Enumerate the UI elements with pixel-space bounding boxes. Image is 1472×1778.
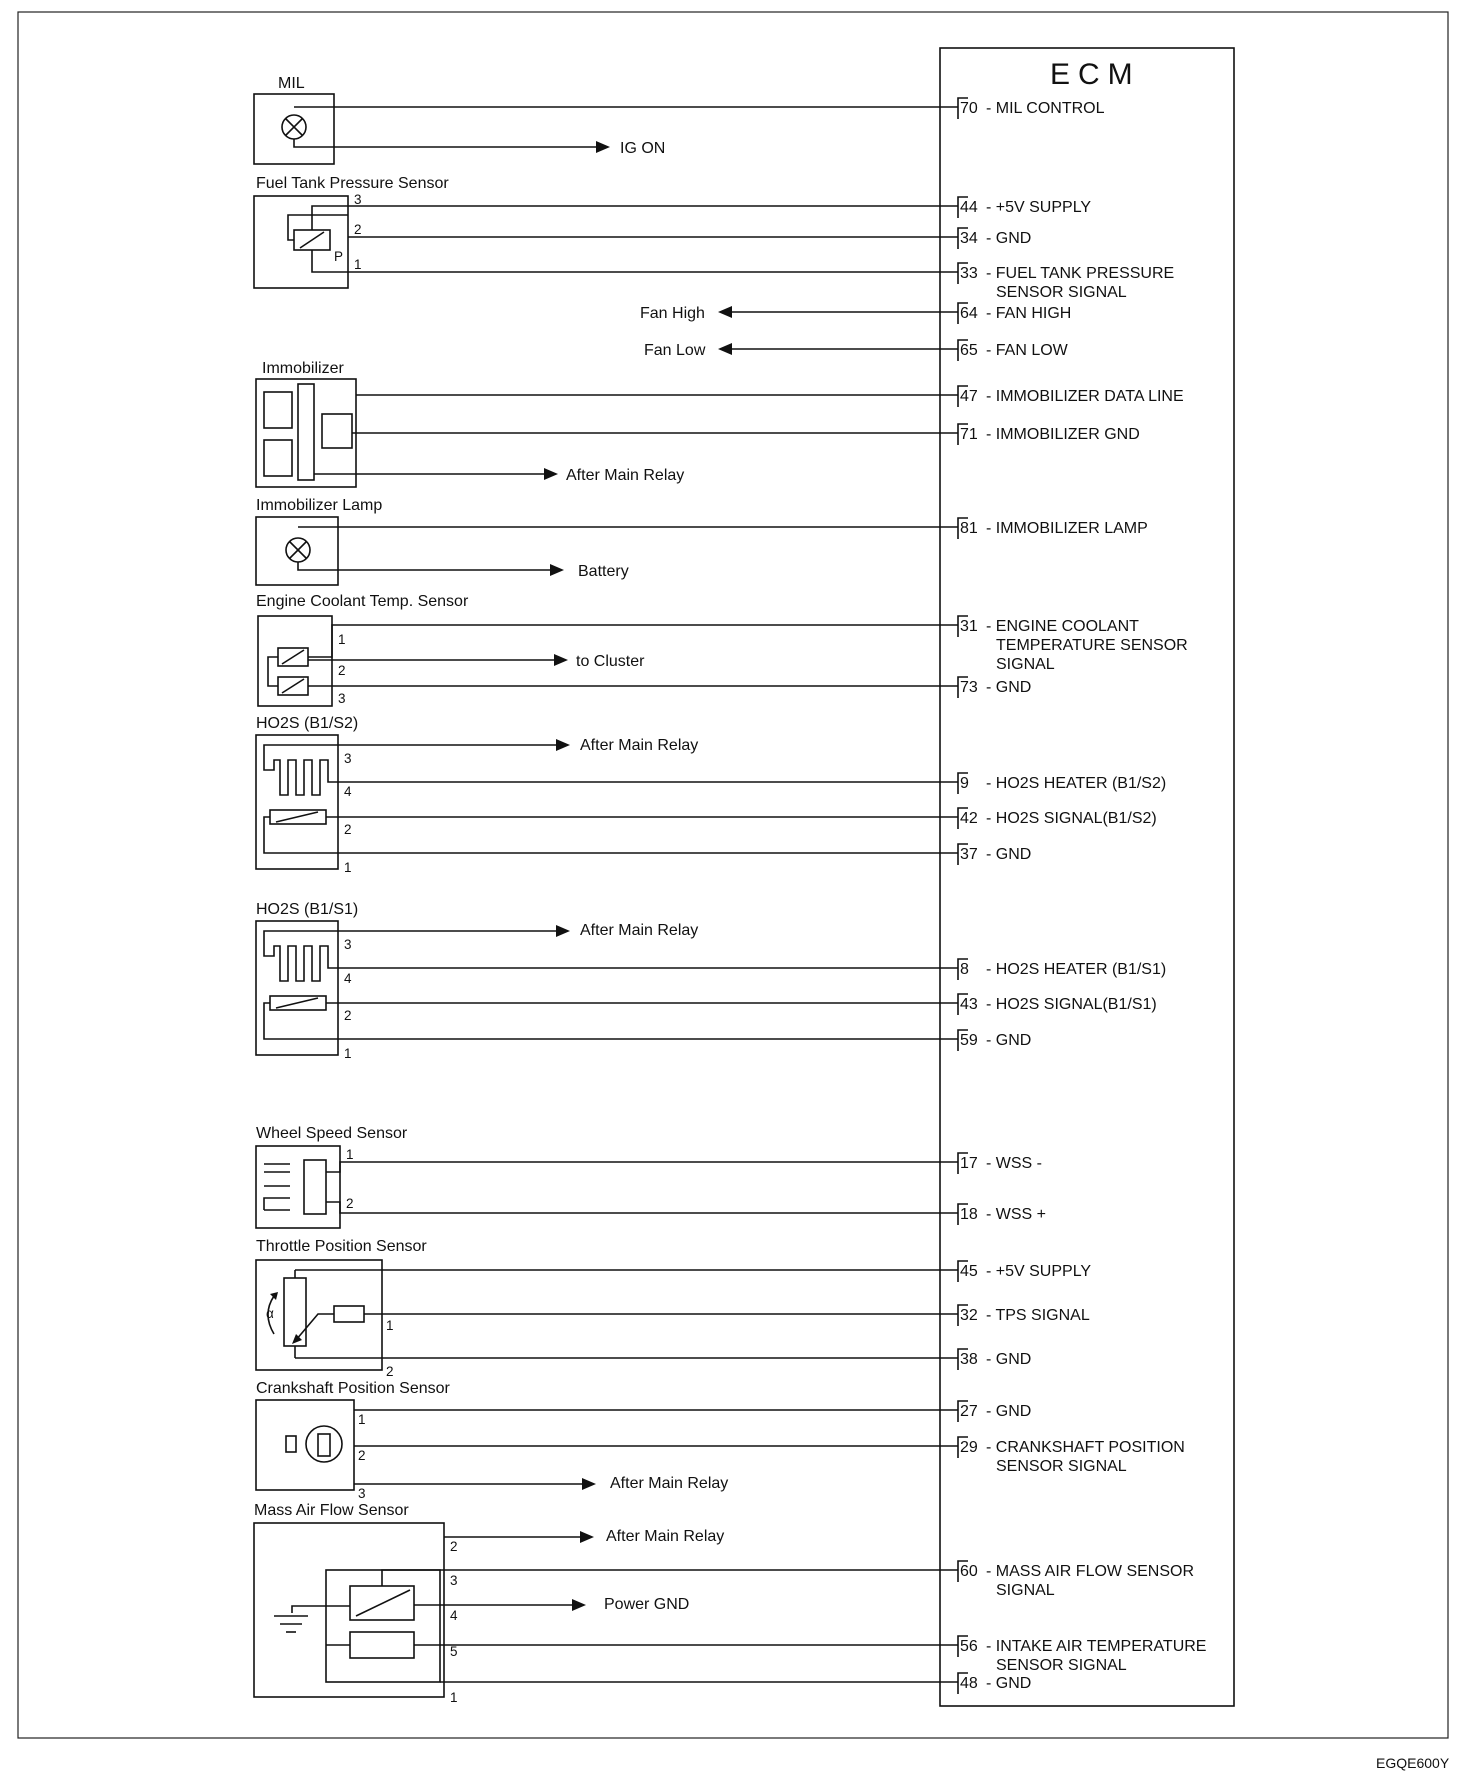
ecm-pin-number: 38 <box>960 1351 978 1368</box>
immobilizer-box <box>256 379 356 487</box>
ecm-pin-function: - ENGINE COOLANT <box>986 618 1139 635</box>
lamp-icon <box>286 538 310 562</box>
pin-number: 2 <box>386 1364 394 1379</box>
ecm-pin-function-cont: SIGNAL <box>996 656 1055 673</box>
ecm-pin-function: - GND <box>986 1032 1032 1049</box>
immobilizer-lamp-label: Immobilizer Lamp <box>256 497 383 514</box>
mil-label: MIL <box>278 75 305 92</box>
ecm-pin-row <box>958 1401 1031 1422</box>
ecm-pin-function: - HO2S SIGNAL(B1/S1) <box>986 996 1157 1013</box>
ecm-pin-row <box>958 386 1184 407</box>
ecm-pin-row <box>958 197 1091 218</box>
ecm-pin-row <box>958 263 1174 301</box>
ecm-pin-number: 59 <box>960 1032 978 1049</box>
ecm-pin-number: 34 <box>960 230 978 247</box>
ecm-pin-function: - TPS SIGNAL <box>986 1307 1090 1324</box>
ecm-pin-row <box>958 1305 1090 1326</box>
ecm-pin-number: 33 <box>960 265 978 282</box>
ecm-pin-function: - +5V SUPPLY <box>986 1263 1092 1280</box>
ecm-pin-function: - IMMOBILIZER LAMP <box>986 520 1148 537</box>
ecm-pin-function: - GND <box>986 230 1032 247</box>
tps-box <box>256 1260 382 1370</box>
pin-number: 1 <box>344 1046 352 1061</box>
wss-box <box>256 1146 340 1228</box>
ecm-pin-number: 45 <box>960 1263 978 1280</box>
ecm-pin-number: 64 <box>960 305 978 322</box>
ecm-pin-function: - FAN LOW <box>986 342 1068 359</box>
ecm-pin-number: 8 <box>960 961 969 978</box>
immobilizer-label: Immobilizer <box>262 360 344 377</box>
ho2s-b1s2-box <box>256 735 338 869</box>
ecm-pin-row <box>958 677 1031 698</box>
ecm-pin-row <box>958 844 1031 865</box>
pin-number: 4 <box>344 784 352 799</box>
pin-number: 2 <box>354 222 362 237</box>
ecm-pin-function: - IMMOBILIZER DATA LINE <box>986 388 1184 405</box>
ecm-pin-function: - +5V SUPPLY <box>986 199 1092 216</box>
ecm-pin-function: - GND <box>986 1351 1032 1368</box>
figure-code: EGQE600Y <box>1376 1755 1450 1771</box>
ecm-pin-function: - HO2S SIGNAL(B1/S2) <box>986 810 1157 827</box>
ecm-pin-function: - GND <box>986 679 1032 696</box>
ecm-pin-number: 29 <box>960 1439 978 1456</box>
ecm-pin-row <box>958 303 1071 324</box>
coolant-temp-sensor <box>256 593 958 706</box>
fuel-tank-box <box>254 196 348 288</box>
pin-number: 2 <box>344 1008 352 1023</box>
ecm-pin-function-cont: SENSOR SIGNAL <box>996 284 1127 301</box>
ecm-pin-row <box>958 518 1148 539</box>
ecm-pin-row <box>958 424 1140 445</box>
ckp-box <box>256 1400 354 1490</box>
ecm-pin-number: 70 <box>960 100 978 117</box>
pin-number: 3 <box>344 751 352 766</box>
ecm-pin-number: 47 <box>960 388 978 405</box>
after-main-relay-label: After Main Relay <box>566 467 685 484</box>
ecm-pin-row <box>958 773 1166 794</box>
ecm-pin-number: 71 <box>960 426 978 443</box>
pin-number: 1 <box>386 1318 394 1333</box>
ecm-title: ECM <box>1050 58 1141 91</box>
ecm-pin-function: - MIL CONTROL <box>986 100 1105 117</box>
pin-number: 1 <box>344 860 352 875</box>
crankshaft-position-sensor <box>256 1380 958 1501</box>
arrow-right-icon <box>572 1599 586 1611</box>
power-gnd-label: Power GND <box>604 1596 690 1613</box>
arrow-right-icon <box>580 1531 594 1543</box>
to-cluster-label: to Cluster <box>576 653 645 670</box>
ecm-pin-row <box>958 1030 1031 1051</box>
ecm-pin-function-cont: TEMPERATURE SENSOR <box>996 637 1188 654</box>
fan-high-label: Fan High <box>640 305 705 322</box>
maf-inner-box <box>326 1570 440 1682</box>
ecm-pin-function: - HO2S HEATER (B1/S1) <box>986 961 1167 978</box>
ecm-pin-function: - CRANKSHAFT POSITION <box>986 1439 1185 1456</box>
ecm-pin-row <box>958 1261 1091 1282</box>
ecm-pin-number: 81 <box>960 520 978 537</box>
pin-number: 1 <box>354 257 362 272</box>
ecm-pin-number: 56 <box>960 1638 978 1655</box>
fuel-tank-label: Fuel Tank Pressure Sensor <box>256 175 449 192</box>
immobilizer-lamp-component <box>256 497 958 585</box>
mil-wire-ign <box>294 139 596 147</box>
ecm-pin-number: 32 <box>960 1307 978 1324</box>
alpha-symbol: α <box>266 1306 274 1321</box>
ecm-pin-row <box>958 1561 1194 1599</box>
ho2s-b1s1-label: HO2S (B1/S1) <box>256 901 359 918</box>
ho2s-b1s2-label: HO2S (B1/S2) <box>256 715 359 732</box>
ho2s-b1s2-sensor <box>256 715 958 875</box>
magnetic-pickup-icon <box>286 1426 342 1462</box>
fan-outputs <box>640 305 958 359</box>
pin-number: 3 <box>450 1573 458 1588</box>
ecm-pin-function: - HO2S HEATER (B1/S2) <box>986 775 1167 792</box>
ho2s-b1s1-box <box>256 921 338 1055</box>
ecm-pin-number: 37 <box>960 846 978 863</box>
pin-number: 1 <box>338 632 346 647</box>
mass-air-flow-sensor <box>254 1502 958 1705</box>
ecm-pin-row <box>958 340 1069 361</box>
ecm-pin-row <box>958 1437 1185 1475</box>
ecm-pin-row <box>958 616 1188 673</box>
pin-number: 2 <box>346 1196 354 1211</box>
lamp-icon <box>282 115 306 139</box>
ecm-pin-function-cont: SIGNAL <box>996 1582 1055 1599</box>
throttle-position-sensor <box>256 1238 958 1379</box>
pin-number: 1 <box>450 1690 458 1705</box>
ecm-pin-function: - WSS + <box>986 1206 1047 1223</box>
ground-icon <box>274 1606 350 1632</box>
ecm-pin-row <box>958 1349 1031 1370</box>
ecm-pin-number: 44 <box>960 199 978 216</box>
after-main-relay-label: After Main Relay <box>580 737 699 754</box>
ecm-pin-number: 9 <box>960 775 969 792</box>
ecm-pin-row <box>958 994 1157 1015</box>
pickup-coil-icon <box>264 1160 326 1214</box>
ecm-pin-number: 17 <box>960 1155 978 1172</box>
pressure-symbol: P <box>334 249 344 264</box>
ecm-pin-function-cont: SENSOR SIGNAL <box>996 1657 1127 1674</box>
arrow-right-icon <box>582 1478 596 1490</box>
intake-temp-element-icon <box>350 1632 414 1658</box>
ecm-pin-function: - MASS AIR FLOW SENSOR <box>986 1563 1195 1580</box>
ecm-pin-function: - INTAKE AIR TEMPERATURE <box>986 1638 1207 1655</box>
coolant-label: Engine Coolant Temp. Sensor <box>256 593 469 610</box>
ecm-pin-number: 60 <box>960 1563 978 1580</box>
ecm-pin-function: - FAN HIGH <box>986 305 1072 322</box>
maf-outer-box <box>254 1523 444 1697</box>
pin-number: 2 <box>344 822 352 837</box>
after-main-relay-label: After Main Relay <box>606 1528 725 1545</box>
fan-low-label: Fan Low <box>644 342 706 359</box>
wheel-speed-sensor <box>256 1125 958 1228</box>
ecm-pin-number: 48 <box>960 1675 978 1692</box>
coolant-box <box>258 616 332 706</box>
mil-box <box>254 94 334 164</box>
arrow-left-icon <box>718 343 732 355</box>
ecm-pin-number: 65 <box>960 342 978 359</box>
tps-label: Throttle Position Sensor <box>256 1238 427 1255</box>
ecm-pin-row <box>958 98 1105 119</box>
arrow-right-icon <box>550 564 564 576</box>
ecm-pin-function: - WSS - <box>986 1155 1042 1172</box>
ecm-pin-number: 27 <box>960 1403 978 1420</box>
pin-number: 3 <box>358 1486 366 1501</box>
pin-number: 4 <box>450 1608 458 1623</box>
battery-label: Battery <box>578 563 629 580</box>
ig-on-label: IG ON <box>620 140 666 157</box>
pin-number: 1 <box>346 1147 354 1162</box>
ecm-pin-function: - GND <box>986 1675 1032 1692</box>
pin-number: 2 <box>358 1448 366 1463</box>
arrow-left-icon <box>718 306 732 318</box>
pin-number: 5 <box>450 1644 458 1659</box>
arrow-right-icon <box>544 468 558 480</box>
heater-coil-icon <box>264 745 338 795</box>
immobilizer-coil-icon <box>264 392 292 428</box>
ecm-pin-list <box>958 98 1206 1694</box>
ecm-pin-function: - GND <box>986 846 1032 863</box>
ecm-pin-row <box>958 1673 1031 1694</box>
pin-number: 3 <box>354 192 362 207</box>
heater-coil-icon <box>264 931 338 981</box>
pin-number: 3 <box>344 937 352 952</box>
ecm-pin-function: - IMMOBILIZER GND <box>986 426 1140 443</box>
ecm-pin-row <box>958 1204 1046 1225</box>
ecm-pin-row <box>958 1153 1042 1174</box>
fuel-tank-pressure-sensor <box>254 175 958 288</box>
arrow-right-icon <box>556 925 570 937</box>
after-main-relay-label: After Main Relay <box>610 1475 729 1492</box>
ecm-pin-number: 73 <box>960 679 978 696</box>
arrow-right-icon <box>596 141 610 153</box>
pin-number: 2 <box>338 663 346 678</box>
arrow-right-icon <box>554 654 568 666</box>
maf-label: Mass Air Flow Sensor <box>254 1502 409 1519</box>
pin-number: 3 <box>338 691 346 706</box>
potentiometer-icon <box>284 1278 306 1346</box>
ecm-pin-function: - GND <box>986 1403 1032 1420</box>
ecm-pin-row <box>958 228 1031 249</box>
ecm-pin-number: 43 <box>960 996 978 1013</box>
ecm-pin-number: 42 <box>960 810 978 827</box>
after-main-relay-label: After Main Relay <box>580 922 699 939</box>
ckp-label: Crankshaft Position Sensor <box>256 1380 450 1397</box>
ecm-pin-row <box>958 959 1166 980</box>
ecm-pin-function: - FUEL TANK PRESSURE <box>986 265 1175 282</box>
arrow-right-icon <box>556 739 570 751</box>
pin-number: 2 <box>450 1539 458 1554</box>
pin-number: 4 <box>344 971 352 986</box>
ho2s-b1s1-sensor <box>256 901 958 1061</box>
ecm-pin-function-cont: SENSOR SIGNAL <box>996 1458 1127 1475</box>
pin-number: 1 <box>358 1412 366 1427</box>
immobilizer-component <box>256 360 958 487</box>
ecm-pin-row <box>958 1636 1206 1674</box>
ecm-pin-number: 31 <box>960 618 978 635</box>
ecm-pin-number: 18 <box>960 1206 978 1223</box>
wss-label: Wheel Speed Sensor <box>256 1125 408 1142</box>
ecm-pin-row <box>958 808 1157 829</box>
mil-component <box>254 75 958 164</box>
